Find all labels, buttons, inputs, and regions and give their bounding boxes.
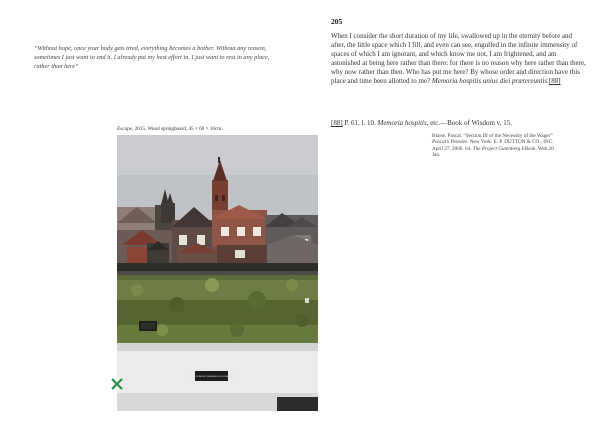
body-latin: Memoria hospitis unius diei prætereuntis. <box>431 77 549 86</box>
citation-web: . Web.20 <box>535 145 554 152</box>
citation <box>432 133 592 159</box>
page-number: 205 <box>331 17 343 26</box>
footnote-latin: Memoria hospitis <box>377 119 427 127</box>
green-roof <box>117 275 318 345</box>
citation-date: April 27, 2006. 64. <box>432 145 473 152</box>
footnote-link[interactable]: [88] <box>548 77 561 86</box>
body-main: When I consider the short duration of my life, swallowed up in the eternity before and after, the little space which I fill, and even can see, engulfed in the infinite immensity of spaces of which I am ignorant, and which know me not, I am frightened, and am astonished at being here rather than there; for there is no reason why here rather than there, why now rather than then. Who has put me here? By whose order and direction have this place and time been allotted to me? <box>331 32 586 86</box>
body-paragraph <box>331 32 587 87</box>
citation-publisher: . New York: E. P. DUTTON & CO., INC. <box>467 139 554 146</box>
citation-line-1: Blaise, Pascal. “Section III of the Necessity of the Wager” <box>432 133 553 139</box>
citation-line-4: Jan. <box>432 152 441 159</box>
citation-book-title: Pascal’s Pensées <box>432 139 468 146</box>
epigraph: “Without hope, once your body gets tired, everything becomes a bother. Without any reason, sometimes I just want to end it. I already put my best effort in. I just want to rest in any place, rather than here” <box>34 45 270 70</box>
artwork-title: Escape <box>117 126 132 132</box>
footnote-back-link[interactable]: [88] <box>331 119 343 127</box>
artwork-details: , 2015. Wood springboard, 45 × 60 × 10cm. <box>131 126 223 132</box>
footnote-post: , etc.—Book of Wisdom v, 15. <box>426 119 512 127</box>
image-caption <box>117 126 223 132</box>
footnote <box>331 119 587 128</box>
plaque-text: BEHIND SOME NOTHINGNESS IS SOMETHING <box>187 376 236 378</box>
artwork-photo <box>117 135 318 411</box>
x-mark-icon <box>110 377 124 391</box>
footnote-pre: P. 61, l. 10. <box>342 119 378 127</box>
citation-source: The Project Gutenberg EBook <box>472 145 536 152</box>
